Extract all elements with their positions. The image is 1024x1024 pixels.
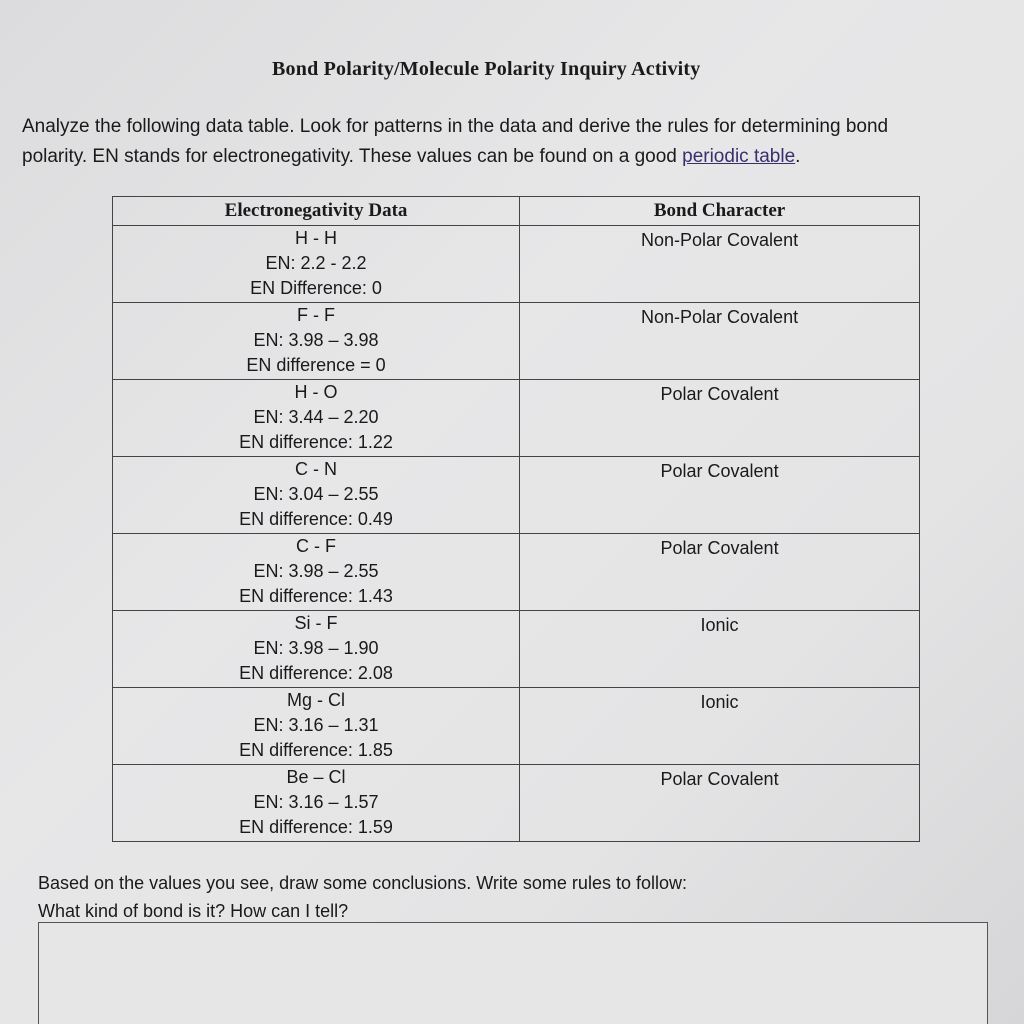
table-row [113, 611, 920, 688]
table-row [113, 380, 920, 457]
en-difference: EN difference: 1.59 [239, 817, 393, 837]
table-row [113, 765, 920, 842]
en-values: EN: 3.98 – 1.90 [253, 638, 379, 658]
en-values: EN: 3.16 – 1.31 [253, 715, 379, 735]
bond-character-cell: Non-Polar Covalent [520, 303, 920, 380]
header-bond-character: Bond Character [520, 197, 920, 226]
bond-pair: H - O [294, 382, 338, 402]
bond-character-cell: Polar Covalent [520, 380, 920, 457]
bond-pair: F - F [297, 305, 336, 325]
en-difference: EN Difference: 0 [250, 278, 382, 298]
bond-pair: C - F [296, 536, 337, 556]
bond-pair: H - H [295, 228, 338, 248]
periodic-table-link[interactable]: periodic table [682, 146, 796, 167]
en-data-cell [113, 688, 520, 765]
en-values: EN: 3.44 – 2.20 [253, 407, 379, 427]
en-data-cell [113, 765, 520, 842]
table-row [113, 534, 920, 611]
en-difference: EN difference: 1.43 [239, 586, 393, 606]
table-row [113, 688, 920, 765]
en-difference: EN difference: 1.85 [239, 740, 393, 760]
bond-character-cell: Polar Covalent [520, 765, 920, 842]
table-row [113, 457, 920, 534]
bond-pair: C - N [295, 459, 338, 479]
en-data-cell [113, 380, 520, 457]
intro-line-2-end: . [795, 146, 801, 167]
en-data-cell [113, 611, 520, 688]
bond-character-cell: Ionic [520, 611, 920, 688]
en-data-cell [113, 534, 520, 611]
table-header-row [113, 197, 920, 226]
table-row [113, 303, 920, 380]
bond-character-cell: Non-Polar Covalent [520, 226, 920, 303]
header-electronegativity-data: Electronegativity Data [113, 197, 520, 226]
en-data-cell [113, 303, 520, 380]
en-data-cell [113, 457, 520, 534]
en-values: EN: 3.98 – 2.55 [253, 561, 379, 581]
bond-pair: Mg - Cl [287, 690, 346, 710]
en-difference: EN difference = 0 [246, 355, 386, 375]
en-difference: EN difference: 0.49 [239, 509, 393, 529]
en-values: EN: 3.16 – 1.57 [253, 792, 379, 812]
intro-paragraph [22, 112, 1012, 172]
page-title: Bond Polarity/Molecule Polarity Inquiry Activity [272, 58, 701, 80]
intro-line-2-text: polarity. EN stands for electronegativity. These values can be found on a good [22, 146, 683, 167]
intro-line-1: Analyze the following data table. Look for patterns in the data and derive the rules for determining bond [22, 116, 889, 137]
conclusion-line-1: Based on the values you see, draw some conclusions. Write some rules to follow: [38, 873, 687, 893]
bond-character-cell: Polar Covalent [520, 457, 920, 534]
en-data-cell [113, 226, 520, 303]
answer-box[interactable] [38, 922, 988, 1024]
electronegativity-table [112, 196, 920, 842]
bond-pair: Si - F [294, 613, 338, 633]
conclusion-line-2: What kind of bond is it? How can I tell? [38, 901, 349, 921]
en-values: EN: 3.98 – 3.98 [253, 330, 379, 350]
en-difference: EN difference: 2.08 [239, 663, 393, 683]
conclusion-prompt [38, 869, 687, 925]
bond-character-cell: Ionic [520, 688, 920, 765]
bond-pair: Be – Cl [286, 767, 346, 787]
en-values: EN: 2.2 - 2.2 [265, 253, 367, 273]
bond-character-cell: Polar Covalent [520, 534, 920, 611]
table-row [113, 226, 920, 303]
en-difference: EN difference: 1.22 [239, 432, 393, 452]
intro-line-2 [22, 142, 1012, 172]
en-values: EN: 3.04 – 2.55 [253, 484, 379, 504]
